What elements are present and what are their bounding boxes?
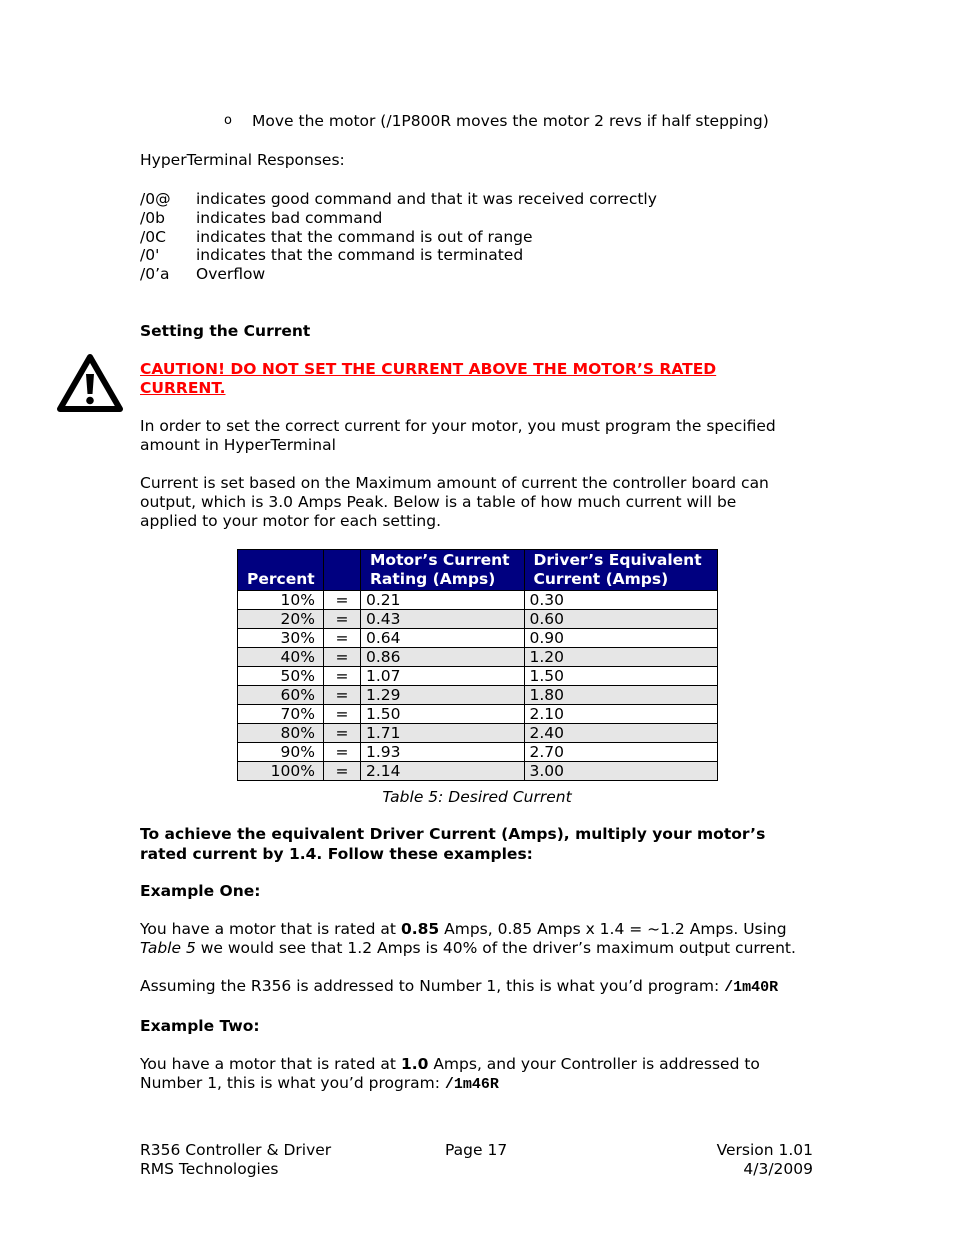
table-row [238,667,718,686]
response-text: indicates bad command [196,209,383,227]
header-driver-line1: Driver’s Equivalent [533,551,702,569]
table-row [238,610,718,629]
paragraph-line: applied to your motor for each setting. [140,512,442,530]
cell-driver: 0.30 [524,591,717,610]
bullet-icon: o [224,113,232,128]
paragraph-line: Current is set based on the Maximum amount of current the controller board can [140,474,769,492]
response-text: indicates good command and that it was received correctly [196,190,657,208]
command-code: /1m40R [724,979,779,996]
cell-driver: 2.70 [524,743,717,762]
cell-equals: = [324,724,361,743]
cell-percent: 70% [238,705,324,724]
table-row [238,648,718,667]
text-segment: we would see that 1.2 Amps is 40% of the driver’s maximum output current. [195,939,796,957]
table-reference: Table 5 [140,939,196,957]
caution-line-1: CAUTION! DO NOT SET THE CURRENT ABOVE THE MOTOR’S RATED [140,360,717,378]
cell-motor: 0.43 [361,610,525,629]
response-code: /0@ [140,190,171,208]
cell-motor: 1.07 [361,667,525,686]
response-code: /0’a [140,265,170,283]
cell-percent: 50% [238,667,324,686]
table-row [238,591,718,610]
cell-equals: = [324,705,361,724]
rated-value: 0.85 [400,920,440,938]
text-segment: Number 1, this is what you’d program: [140,1074,445,1092]
caution-line-2: CURRENT. [140,379,226,397]
table-row [238,686,718,705]
cell-motor: 1.50 [361,705,525,724]
warning-triangle-icon [55,352,125,414]
example-two-line-1 [140,1055,760,1074]
example-one-heading: Example One: [140,882,261,900]
footer-left-1: R356 Controller & Driver [140,1141,332,1159]
response-code: /0b [140,209,165,227]
instruction-line-1: To achieve the equivalent Driver Current (Amps), multiply your motor’s [140,825,766,843]
footer-page-number: Page 17 [445,1141,508,1159]
cell-percent: 10% [238,591,324,610]
footer-left-2: RMS Technologies [140,1160,279,1178]
rated-value: 1.0 [400,1055,429,1073]
cell-driver: 1.80 [524,686,717,705]
cell-percent: 30% [238,629,324,648]
example-one-line-1 [140,920,787,939]
cell-motor: 1.29 [361,686,525,705]
cell-equals: = [324,591,361,610]
instruction-line-2: rated current by 1.4. Follow these examples: [140,845,533,863]
response-text: Overflow [196,265,266,283]
cell-equals: = [324,610,361,629]
cell-percent: 40% [238,648,324,667]
cell-equals: = [324,686,361,705]
bullet-text: Move the motor (/1P800R moves the motor 2 revs if half stepping) [252,112,769,130]
responses-heading: HyperTerminal Responses: [140,151,345,169]
table-row [238,705,718,724]
header-driver-line2: Current (Amps) [533,570,669,588]
example-one-line-2 [140,939,796,958]
response-code: /0' [140,246,160,264]
table-row [238,762,718,781]
cell-equals: = [324,648,361,667]
table-row [238,724,718,743]
example-two-line-2 [140,1074,499,1094]
response-code: /0C [140,228,166,246]
header-percent: Percent [238,550,324,591]
cell-driver: 0.90 [524,629,717,648]
cell-motor: 1.71 [361,724,525,743]
cell-driver: 0.60 [524,610,717,629]
text-segment: Amps, 0.85 Amps x 1.4 = ~1.2 Amps. Using [439,920,787,938]
cell-motor: 2.14 [361,762,525,781]
header-motor [361,550,525,591]
header-driver [524,550,717,591]
paragraph-line: amount in HyperTerminal [140,436,336,454]
cell-motor: 0.64 [361,629,525,648]
cell-driver: 2.40 [524,724,717,743]
text-segment: You have a motor that is rated at [140,1055,401,1073]
footer-date: 4/3/2009 [743,1160,813,1178]
cell-percent: 20% [238,610,324,629]
table-caption: Table 5: Desired Current [382,788,572,806]
cell-percent: 60% [238,686,324,705]
paragraph-line: In order to set the correct current for your motor, you must program the specified [140,417,776,435]
command-code: /1m46R [444,1076,499,1093]
paragraph-line: output, which is 3.0 Amps Peak. Below is a table of how much current will be [140,493,737,511]
cell-driver: 1.20 [524,648,717,667]
cell-percent: 80% [238,724,324,743]
header-motor-line1: Motor’s Current [370,551,510,569]
table-header-row [238,550,718,591]
response-text: indicates that the command is out of range [196,228,533,246]
table-row [238,629,718,648]
section-heading: Setting the Current [140,322,311,340]
header-motor-line2: Rating (Amps) [370,570,496,588]
example-one-line-3 [140,977,778,997]
example-two-heading: Example Two: [140,1017,260,1035]
cell-percent: 100% [238,762,324,781]
response-text: indicates that the command is terminated [196,246,524,264]
cell-equals: = [324,629,361,648]
cell-motor: 1.93 [361,743,525,762]
text-segment: Assuming the R356 is addressed to Number 1, this is what you’d program: [140,977,725,995]
text-segment: Amps, and your Controller is addressed to [428,1055,760,1073]
header-blank [324,550,361,591]
table-row [238,743,718,762]
cell-motor: 0.21 [361,591,525,610]
cell-driver: 3.00 [524,762,717,781]
cell-equals: = [324,762,361,781]
cell-equals: = [324,743,361,762]
cell-equals: = [324,667,361,686]
footer-version: Version 1.01 [716,1141,813,1159]
current-table [237,549,718,781]
cell-percent: 90% [238,743,324,762]
cell-motor: 0.86 [361,648,525,667]
text-segment: You have a motor that is rated at [140,920,401,938]
cell-driver: 2.10 [524,705,717,724]
cell-driver: 1.50 [524,667,717,686]
